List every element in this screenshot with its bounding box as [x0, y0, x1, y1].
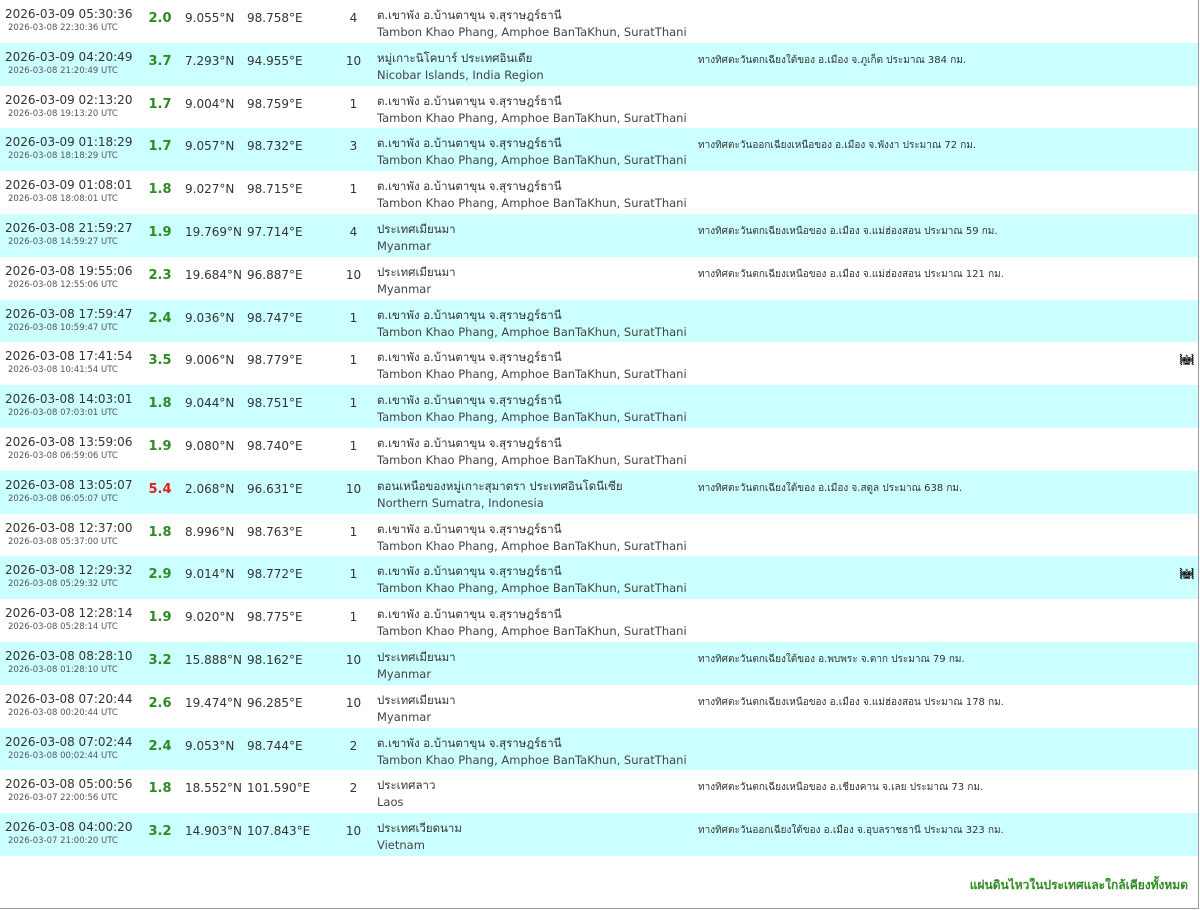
felt-cell: [1138, 728, 1198, 771]
table-row[interactable]: [0, 514, 1198, 557]
utc-time: 2026-03-08 12:55:06 UTC: [8, 279, 118, 290]
distance-description: [698, 514, 1138, 557]
table-row[interactable]: [0, 171, 1198, 214]
felt-cell: [1138, 770, 1198, 813]
magnitude: 3.2: [148, 652, 172, 668]
local-time: 2026-03-09 01:18:29: [5, 135, 133, 150]
time-cell: [0, 556, 135, 599]
location-thai: หมู่เกาะนิโคบาร์ ประเทศอินเดีย: [377, 50, 533, 65]
latitude: 7.293°N: [185, 53, 235, 68]
time-cell: [0, 385, 135, 428]
distance-description: [698, 0, 1138, 43]
longitude: 98.732°E: [247, 139, 303, 154]
depth: 1: [349, 396, 358, 411]
time-cell: [0, 43, 135, 86]
table-row[interactable]: [0, 0, 1198, 43]
magnitude: 1.8: [148, 182, 172, 198]
table-row[interactable]: [0, 728, 1198, 771]
felt-cell: [1138, 214, 1198, 257]
location: [377, 514, 698, 557]
felt-cell: [1138, 556, 1198, 599]
latitude: 8.996°N: [185, 524, 235, 539]
depth: 1: [349, 96, 358, 111]
time-cell: [0, 642, 135, 685]
magnitude: 2.3: [148, 267, 172, 283]
location-english: Tambon Khao Phang, Amphoe BanTaKhun, SuratThani: [377, 452, 687, 467]
depth: 1: [349, 310, 358, 325]
longitude: 98.740°E: [247, 438, 303, 453]
distance-description: ทางทิศตะวันออกเฉียงใต้ของ อ.เมือง จ.อุบลราชธานี ประมาณ 323 กม.: [698, 825, 1004, 837]
location-english: Myanmar: [377, 238, 432, 253]
time-cell: [0, 770, 135, 813]
location: [377, 257, 698, 300]
latitude: 9.014°N: [185, 567, 235, 582]
time-cell: [0, 86, 135, 129]
local-time: 2026-03-08 21:59:27: [5, 220, 133, 235]
longitude: 98.747°E: [247, 310, 303, 325]
depth: 1: [349, 567, 358, 582]
utc-time: 2026-03-08 06:05:07 UTC: [8, 493, 118, 504]
longitude: 96.285°E: [247, 695, 303, 710]
location-thai: ต.เขาพัง อ.บ้านตาขุน จ.สุราษฎร์ธานี: [377, 8, 562, 22]
latitude: 9.004°N: [185, 96, 235, 111]
location: [377, 813, 698, 856]
depth: 10: [345, 53, 362, 68]
distance-description: [698, 556, 1138, 599]
table-row[interactable]: [0, 86, 1198, 129]
location-thai: ต.เขาพัง อ.บ้านตาขุน จ.สุราษฎร์ธานี: [377, 735, 562, 750]
location-english: Tambon Khao Phang, Amphoe BanTaKhun, SuratThani: [377, 538, 687, 553]
felt-cell: [1138, 128, 1198, 171]
local-time: 2026-03-08 13:05:07: [5, 477, 133, 492]
utc-time: 2026-03-08 18:08:01 UTC: [8, 194, 118, 205]
local-time: 2026-03-09 02:13:20: [5, 92, 133, 107]
latitude: 9.006°N: [185, 353, 235, 368]
felt-cell: [1138, 0, 1198, 43]
utc-time: 2026-03-08 22:30:36 UTC: [8, 23, 118, 33]
magnitude: 1.9: [148, 438, 172, 454]
magnitude: 3.7: [148, 53, 172, 69]
location-english: Myanmar: [377, 281, 432, 296]
longitude: 107.843°E: [247, 824, 311, 839]
magnitude: 3.5: [148, 353, 172, 369]
magnitude: 2.4: [148, 738, 172, 754]
longitude: 96.631°E: [247, 481, 303, 496]
latitude: 19.474°N: [185, 695, 242, 710]
utc-time: 2026-03-08 19:13:20 UTC: [8, 108, 118, 119]
felt-cell: [1138, 342, 1198, 385]
distance-description: ทางทิศตะวันตกเฉียงเหนือของ อ.เมือง จ.แม่ฮ่องสอน ประมาณ 59 กม.: [698, 225, 998, 237]
longitude: 98.763°E: [247, 524, 303, 539]
local-time: 2026-03-09 05:30:36: [5, 7, 133, 21]
felt-report-icon[interactable]: ⦚♚⦚: [1179, 353, 1192, 370]
depth: 2: [349, 738, 358, 753]
latitude: 14.903°N: [185, 824, 242, 839]
table-row[interactable]: [0, 342, 1198, 385]
magnitude: 2.6: [148, 695, 172, 711]
utc-time: 2026-03-08 05:37:00 UTC: [8, 536, 118, 547]
location: [377, 300, 698, 343]
location-english: Nicobar Islands, India Region: [377, 67, 544, 82]
table-row[interactable]: [0, 128, 1198, 171]
local-time: 2026-03-08 05:00:56: [5, 777, 133, 792]
felt-cell: [1138, 599, 1198, 642]
location-thai: ต.เขาพัง อ.บ้านตาขุน จ.สุราษฎร์ธานี: [377, 521, 562, 536]
location: [377, 385, 698, 428]
time-cell: [0, 171, 135, 214]
location-english: Tambon Khao Phang, Amphoe BanTaKhun, SuratThani: [377, 752, 687, 767]
table-row[interactable]: [0, 471, 1198, 514]
location-thai: ต.เขาพัง อ.บ้านตาขุน จ.สุราษฎร์ธานี: [377, 136, 562, 151]
location: [377, 86, 698, 129]
felt-cell: [1138, 385, 1198, 428]
location-english: Tambon Khao Phang, Amphoe BanTaKhun, SuratThani: [377, 196, 687, 211]
utc-time: 2026-03-07 21:00:20 UTC: [8, 836, 118, 847]
felt-cell: [1138, 171, 1198, 214]
utc-time: 2026-03-08 00:20:44 UTC: [8, 707, 118, 718]
utc-time: 2026-03-08 14:59:27 UTC: [8, 236, 118, 247]
depth: 10: [345, 481, 362, 496]
location-thai: ประเทศลาว: [377, 778, 436, 793]
magnitude: 2.4: [148, 310, 172, 326]
local-time: 2026-03-08 07:20:44: [5, 691, 133, 706]
local-time: 2026-03-09 01:08:01: [5, 178, 133, 193]
local-time: 2026-03-08 12:29:32: [5, 563, 133, 578]
distance-description: ทางทิศตะวันตกเฉียงเหนือของ อ.เชียงคาน จ.เลย ประมาณ 73 กม.: [698, 782, 984, 794]
distance-description: [698, 728, 1138, 771]
latitude: 15.888°N: [185, 652, 242, 667]
table-row[interactable]: [0, 685, 1198, 728]
felt-cell: [1138, 86, 1198, 129]
distance-description: ทางทิศตะวันออกเฉียงเหนือของ อ.เมือง จ.พังงา ประมาณ 72 กม.: [698, 140, 977, 152]
latitude: 9.057°N: [185, 139, 235, 154]
location-thai: ประเทศเมียนมา: [377, 649, 456, 664]
depth: 1: [349, 353, 358, 368]
location: [377, 214, 698, 257]
time-cell: [0, 0, 135, 43]
magnitude: 2.0: [148, 11, 172, 26]
magnitude: 1.9: [148, 224, 172, 240]
distance-description: ทางทิศตะวันตกเฉียงใต้ของ อ.เมือง จ.สตูล ประมาณ 638 กม.: [698, 482, 963, 494]
location-thai: ต.เขาพัง อ.บ้านตาขุน จ.สุราษฎร์ธานี: [377, 350, 562, 365]
latitude: 19.684°N: [185, 267, 242, 282]
felt-cell: [1138, 685, 1198, 728]
magnitude: 1.8: [148, 396, 172, 412]
magnitude: 1.8: [148, 524, 172, 540]
depth: 10: [345, 695, 362, 710]
utc-time: 2026-03-08 21:20:49 UTC: [8, 65, 118, 76]
magnitude: 3.2: [148, 824, 172, 840]
longitude: 98.772°E: [247, 567, 303, 582]
latitude: 9.044°N: [185, 396, 235, 411]
longitude: 98.162°E: [247, 652, 303, 667]
location: [377, 556, 698, 599]
location-thai: ต.เขาพัง อ.บ้านตาขุน จ.สุราษฎร์ธานี: [377, 607, 562, 622]
depth: 4: [349, 11, 358, 25]
table-row[interactable]: [0, 43, 1198, 86]
location-thai: ต.เขาพัง อ.บ้านตาขุน จ.สุราษฎร์ธานี: [377, 179, 562, 194]
felt-cell: [1138, 43, 1198, 86]
distance-description: [698, 171, 1138, 214]
latitude: 9.020°N: [185, 610, 235, 625]
location-thai: ตอนเหนือของหมู่เกาะสุมาตรา ประเทศอินโดนีเซีย: [377, 478, 623, 493]
distance-description: [698, 300, 1138, 343]
time-cell: [0, 728, 135, 771]
location: [377, 642, 698, 685]
table-row[interactable]: [0, 300, 1198, 343]
distance-description: ทางทิศตะวันตกเฉียงเหนือของ อ.เมือง จ.แม่ฮ่องสอน ประมาณ 178 กม.: [698, 696, 1004, 708]
felt-cell: [1138, 257, 1198, 300]
time-cell: [0, 128, 135, 171]
local-time: 2026-03-08 14:03:01: [5, 392, 133, 407]
magnitude: 5.4: [148, 481, 172, 497]
magnitude: 1.7: [148, 139, 172, 155]
location-english: Tambon Khao Phang, Amphoe BanTaKhun, SuratThani: [377, 410, 687, 425]
local-time: 2026-03-08 08:28:10: [5, 648, 133, 663]
distance-description: [698, 428, 1138, 471]
location-english: Tambon Khao Phang, Amphoe BanTaKhun, SuratThani: [377, 324, 687, 339]
location-thai: ต.เขาพัง อ.บ้านตาขุน จ.สุราษฎร์ธานี: [377, 307, 562, 322]
magnitude: 1.7: [148, 96, 172, 112]
utc-time: 2026-03-08 18:18:29 UTC: [8, 151, 118, 162]
location-thai: ต.เขาพัง อ.บ้านตาขุน จ.สุราษฎร์ธานี: [377, 93, 562, 108]
location: [377, 128, 698, 171]
depth: 4: [349, 224, 358, 239]
table-row[interactable]: [0, 214, 1198, 257]
time-cell: [0, 342, 135, 385]
table-row[interactable]: [0, 813, 1198, 856]
location-english: Tambon Khao Phang, Amphoe BanTaKhun, SuratThani: [377, 110, 687, 125]
longitude: 96.887°E: [247, 267, 303, 282]
local-time: 2026-03-08 17:41:54: [5, 349, 133, 364]
felt-cell: [1138, 300, 1198, 343]
time-cell: [0, 257, 135, 300]
magnitude: 1.8: [148, 781, 172, 797]
utc-time: 2026-03-08 05:28:14 UTC: [8, 622, 118, 633]
depth: 2: [349, 781, 358, 796]
time-cell: [0, 514, 135, 557]
depth: 10: [345, 824, 362, 839]
depth: 1: [349, 438, 358, 453]
longitude: 94.955°E: [247, 53, 303, 68]
location-english: Tambon Khao Phang, Amphoe BanTaKhun, SuratThani: [377, 581, 687, 596]
felt-cell: [1138, 428, 1198, 471]
time-cell: [0, 599, 135, 642]
utc-time: 2026-03-08 10:59:47 UTC: [8, 322, 118, 333]
location-english: Tambon Khao Phang, Amphoe BanTaKhun, SuratThani: [377, 153, 687, 168]
utc-time: 2026-03-08 07:03:01 UTC: [8, 408, 118, 419]
location-thai: ต.เขาพัง อ.บ้านตาขุน จ.สุราษฎร์ธานี: [377, 393, 562, 408]
local-time: 2026-03-08 04:00:20: [5, 820, 133, 835]
depth: 1: [349, 182, 358, 197]
location-thai: ประเทศเมียนมา: [377, 221, 456, 236]
location-english: Myanmar: [377, 666, 432, 681]
local-time: 2026-03-08 17:59:47: [5, 306, 133, 321]
felt-report-icon[interactable]: ⦚♚⦚: [1179, 567, 1192, 584]
table-row[interactable]: [0, 599, 1198, 642]
location-english: Northern Sumatra, Indonesia: [377, 495, 544, 510]
depth: 3: [349, 139, 358, 154]
felt-cell: [1138, 642, 1198, 685]
distance-description: ทางทิศตะวันตกเฉียงเหนือของ อ.เมือง จ.แม่ฮ่องสอน ประมาณ 121 กม.: [698, 268, 1004, 280]
distance-description: ทางทิศตะวันตกเฉียงใต้ของ อ.พบพระ จ.ตาก ประมาณ 79 กม.: [698, 653, 965, 665]
location: [377, 471, 698, 514]
time-cell: [0, 471, 135, 514]
location-english: Vietnam: [377, 838, 425, 853]
longitude: 101.590°E: [247, 781, 311, 796]
latitude: 9.036°N: [185, 310, 235, 325]
latitude: 9.080°N: [185, 438, 235, 453]
table-row[interactable]: [0, 385, 1198, 428]
location: [377, 171, 698, 214]
longitude: 98.744°E: [247, 738, 303, 753]
location: [377, 342, 698, 385]
location-english: Tambon Khao Phang, Amphoe BanTaKhun, SuratThani: [377, 25, 687, 39]
location-english: Tambon Khao Phang, Amphoe BanTaKhun, SuratThani: [377, 367, 687, 382]
time-cell: [0, 300, 135, 343]
depth: 1: [349, 524, 358, 539]
table-row[interactable]: [0, 428, 1198, 471]
utc-time: 2026-03-08 05:29:32 UTC: [8, 579, 118, 590]
utc-time: 2026-03-08 00:02:44 UTC: [8, 750, 118, 761]
latitude: 9.055°N: [185, 11, 235, 25]
time-cell: [0, 685, 135, 728]
utc-time: 2026-03-08 06:59:06 UTC: [8, 450, 118, 461]
utc-time: 2026-03-08 10:41:54 UTC: [8, 365, 118, 376]
distance-description: [698, 342, 1138, 385]
longitude: 97.714°E: [247, 224, 303, 239]
magnitude: 2.9: [148, 567, 172, 583]
distance-description: [698, 86, 1138, 129]
latitude: 19.769°N: [185, 224, 242, 239]
utc-time: 2026-03-08 01:28:10 UTC: [8, 664, 118, 675]
location: [377, 428, 698, 471]
distance-description: [698, 599, 1138, 642]
location-thai: ประเทศเมียนมา: [377, 264, 456, 279]
location: [377, 728, 698, 771]
time-cell: [0, 214, 135, 257]
longitude: 98.751°E: [247, 396, 303, 411]
location: [377, 43, 698, 86]
table-row[interactable]: [0, 257, 1198, 300]
local-time: 2026-03-09 04:20:49: [5, 49, 133, 64]
location: [377, 0, 698, 43]
location-thai: ต.เขาพัง อ.บ้านตาขุน จ.สุราษฎร์ธานี: [377, 564, 562, 579]
table-row[interactable]: [0, 642, 1198, 685]
location-english: Laos: [377, 795, 404, 810]
distance-description: ทางทิศตะวันตกเฉียงใต้ของ อ.เมือง จ.ภูเก็ต ประมาณ 384 กม.: [698, 54, 967, 66]
depth: 1: [349, 610, 358, 625]
felt-cell: [1138, 813, 1198, 856]
latitude: 9.053°N: [185, 738, 235, 753]
felt-cell: [1138, 514, 1198, 557]
table-row[interactable]: [0, 556, 1198, 599]
local-time: 2026-03-08 12:37:00: [5, 520, 133, 535]
longitude: 98.775°E: [247, 610, 303, 625]
distance-description: [698, 385, 1138, 428]
local-time: 2026-03-08 19:55:06: [5, 263, 133, 278]
depth: 10: [345, 267, 362, 282]
longitude: 98.779°E: [247, 353, 303, 368]
longitude: 98.758°E: [247, 11, 303, 25]
latitude: 2.068°N: [185, 481, 235, 496]
table-row[interactable]: [0, 770, 1198, 813]
latitude: 9.027°N: [185, 182, 235, 197]
magnitude: 1.9: [148, 610, 172, 626]
location-english: Tambon Khao Phang, Amphoe BanTaKhun, SuratThani: [377, 624, 687, 639]
longitude: 98.759°E: [247, 96, 303, 111]
all-earthquakes-link[interactable]: แผ่นดินไหวในประเทศและใกล้เคียงทั้งหมด: [969, 878, 1188, 892]
location-english: Myanmar: [377, 709, 432, 724]
location-thai: ประเทศเมียนมา: [377, 692, 456, 707]
location: [377, 599, 698, 642]
location: [377, 685, 698, 728]
time-cell: [0, 428, 135, 471]
felt-cell: [1138, 471, 1198, 514]
utc-time: 2026-03-07 22:00:56 UTC: [8, 793, 118, 804]
location-thai: ประเทศเวียดนาม: [377, 821, 462, 836]
location-thai: ต.เขาพัง อ.บ้านตาขุน จ.สุราษฎร์ธานี: [377, 435, 562, 450]
local-time: 2026-03-08 07:02:44: [5, 734, 133, 749]
longitude: 98.715°E: [247, 182, 303, 197]
location: [377, 770, 698, 813]
latitude: 18.552°N: [185, 781, 242, 796]
local-time: 2026-03-08 12:28:14: [5, 606, 133, 621]
local-time: 2026-03-08 13:59:06: [5, 434, 133, 449]
time-cell: [0, 813, 135, 856]
depth: 10: [345, 652, 362, 667]
